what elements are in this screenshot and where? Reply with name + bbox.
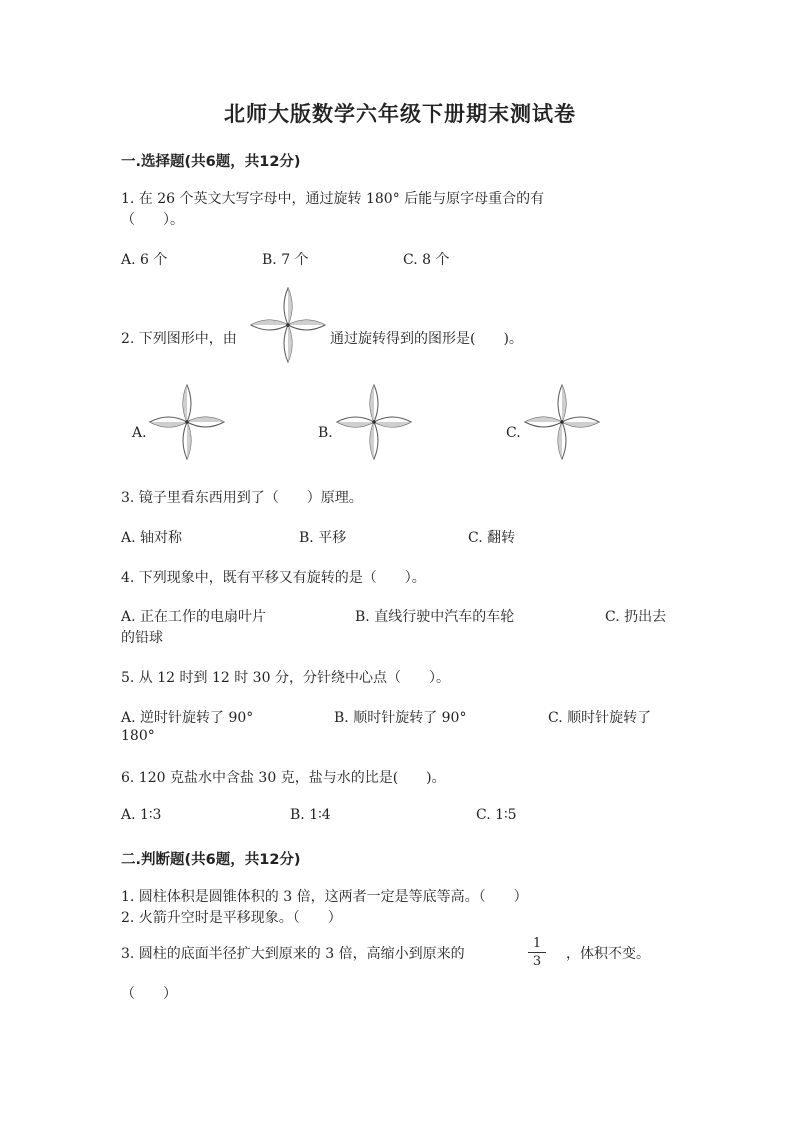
fraction-one-third xyxy=(528,936,546,969)
q2-option-a-figure xyxy=(147,382,227,462)
q2-option-b-figure xyxy=(334,382,414,462)
q2-source-figure xyxy=(248,285,328,365)
q6-option-c: C. 1∶5 xyxy=(476,807,517,823)
section-heading-judgment: 二.判断题(共6题，共12分) xyxy=(121,852,301,868)
q1-text-cont: （ ）。 xyxy=(121,212,184,228)
q5-option-a: A. 逆时针旋转了 90° xyxy=(121,710,254,726)
fraction-numerator: 1 xyxy=(532,936,542,951)
q5-text: 5. 从 12 时到 12 时 30 分，分针绕中心点（ ）。 xyxy=(121,670,450,686)
q3-option-a: A. 轴对称 xyxy=(121,530,183,546)
q6-option-a: A. 1∶3 xyxy=(121,807,162,823)
section-heading-choice: 一.选择题(共6题，共12分) xyxy=(121,154,301,170)
q1-option-c: C. 8 个 xyxy=(403,252,450,268)
q4-option-c: C. 扔出去 xyxy=(605,609,667,625)
q3-option-b: B. 平移 xyxy=(299,530,347,546)
q5-option-c-wrap: 180° xyxy=(121,728,155,744)
page-title: 北师大版数学六年级下册期末测试卷 xyxy=(224,102,576,126)
q4-option-b: B. 直线行驶中汽车的车轮 xyxy=(355,609,515,625)
q5-option-c: C. 顺时针旋转了 xyxy=(548,710,652,726)
q2-text-suffix: 通过旋转得到的图形是( )。 xyxy=(330,331,523,347)
j3-text-suffix: ，体积不变。 xyxy=(566,946,650,962)
q2-option-a-label: A. xyxy=(132,425,147,441)
q3-text: 3. 镜子里看东西用到了（ ）原理。 xyxy=(121,490,363,506)
q1-text: 1. 在 26 个英文大写字母中，通过旋转 180° 后能与原字母重合的有 xyxy=(121,191,545,207)
j1-text: 1. 圆柱体积是圆锥体积的 3 倍，这两者一定是等底等高。（ ） xyxy=(121,889,528,905)
j3-text-prefix: 3. 圆柱的底面半径扩大到原来的 3 倍，高缩小到原来的 xyxy=(121,946,465,962)
q3-option-c: C. 翻转 xyxy=(468,530,516,546)
fraction-denominator: 3 xyxy=(532,954,542,969)
q1-option-a: A. 6 个 xyxy=(121,252,168,268)
q4-option-c-wrap: 的铅球 xyxy=(121,630,163,646)
q2-option-c-figure xyxy=(522,382,602,462)
fraction-bar xyxy=(528,952,546,953)
q2-option-c-label: C. xyxy=(506,425,521,441)
q4-option-a: A. 正在工作的电扇叶片 xyxy=(121,609,267,625)
q1-option-b: B. 7 个 xyxy=(262,252,309,268)
j3-answer-blank: （ ） xyxy=(121,986,177,1002)
q2-text-prefix: 2. 下列图形中，由 xyxy=(121,331,237,347)
q6-option-b: B. 1∶4 xyxy=(290,807,331,823)
q6-text: 6. 120 克盐水中含盐 30 克，盐与水的比是( )。 xyxy=(121,770,446,786)
q4-text: 4. 下列现象中，既有平移又有旋转的是（ ）。 xyxy=(121,570,426,586)
j2-text: 2. 火箭升空时是平移现象。（ ） xyxy=(121,910,342,926)
q2-option-b-label: B. xyxy=(318,425,333,441)
q5-option-b: B. 顺时针旋转了 90° xyxy=(334,710,467,726)
